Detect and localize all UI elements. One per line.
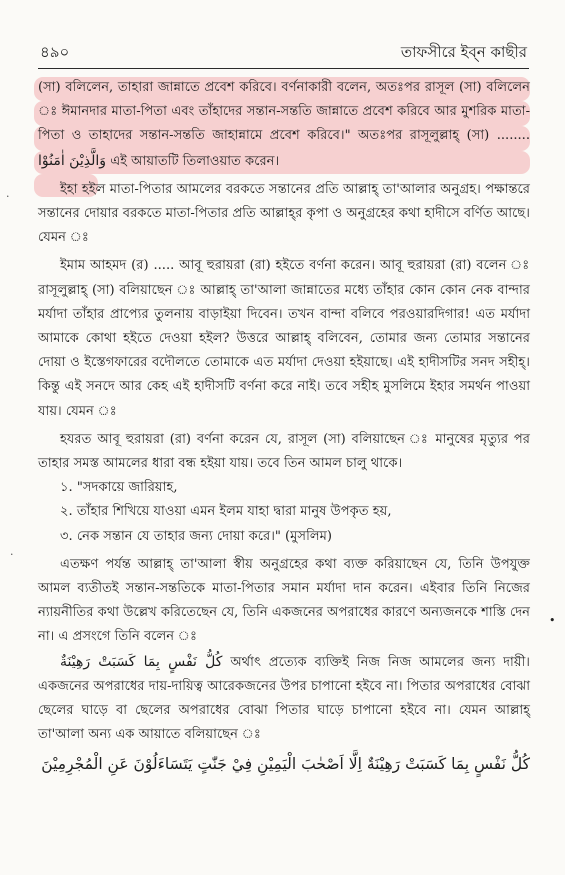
page-body (38, 76, 530, 777)
page-number: ৪৯০ (40, 43, 70, 61)
list-item: ২. তাঁহার শিখিয়ে যাওয়া এমন ইলম যাহা দ্বারা মানুষ উপকৃত হয়, (60, 504, 392, 520)
header-rule (38, 68, 529, 69)
paragraph: এতক্ষণ পর্যন্ত আল্লাহ্ তা'আলা স্বীয় অনুগ্রহের কথা ব্যক্ত করিয়াছেন যে, তিনি উপযুক্ত আমল ব্যতীতই সন্তান-সন্ততিকে মাতা-পিতার সমান মর্যাদা দান করেন। এইবার তিনি নিজের ন্যায়নীতির কথা উল্লেখ করিতেছেন যে, তিনি একজনের অপরাধের কারণে অন্যজনকে শাস্তি দেন না। এ প্রসংগে তিনি বলেন ঃ (38, 556, 530, 645)
page-header (40, 38, 527, 66)
list-item: ১. "সদকায়ে জারিয়াহ, (60, 480, 178, 496)
paragraph-text: অর্থাৎ প্রত্যেক ব্যক্তিই নিজ নিজ আমলের জন্য দায়ী। একজনের অপরাধের দায়-দায়িত্ব আরেকজনের উপর চাপানো হইবে না। পিতার অপরাধের বোঝা ছেলের ঘাড়ে বা ছেলের অপরাধের বোঝা পিতার ঘাড়ে চাপানো হইবে না। যেমন আল্লাহ্ তা'আলা অন্য এক আয়াতে বলিয়াছেন ঃ (38, 654, 530, 743)
book-title: তাফসীরে ইব্‌ন কাছীর (400, 43, 527, 61)
margin-mark: • (549, 614, 556, 627)
margin-mark: · (10, 548, 14, 561)
paragraph: ইহা হইল মাতা-পিতার আমলের বরকতে সন্তানের প্রতি আল্লাহ্ তা'আলার অনুগ্রহ। পক্ষান্তরে সন্তানের দোয়ার বরকতে মাতা-পিতার প্রতি আল্লাহ্‌র কৃপা ও অনুগ্রহের কথা হাদীসে বর্ণিত আছে। যেমন ঃ (38, 181, 530, 246)
quran-verse: كُلُّ نَفْسٍ بِمَا كَسَبَتْ رَهِيْنَةٌ اِلَّا اَصْحٰبَ الْيَمِيْنِ فِيْ جَنّٰتٍ يَتَسَاءَلُوْنَ عَنِ الْمُجْرِمِيْنَ (41, 755, 530, 774)
arabic-phrase: كُلُّ نَفْسٍ بِمَا كَسَبَتْ رَهِيْنَةٌ (60, 653, 223, 670)
margin-mark: · (6, 190, 10, 203)
paragraph-highlighted (38, 76, 530, 174)
arabic-phrase: وَالَّذِيْنَ اٰمَنُوْا (38, 152, 107, 169)
paragraph-text: এই আয়াতটি তিলাওয়াত করেন। (110, 153, 280, 169)
list-item: ৩. নেক সন্তান যে তাহার জন্য দোয়া করে।" (মুসলিম) (60, 528, 332, 544)
paragraph: ইমাম আহমদ (র) ..... আবূ হুরায়রা (রা) হইতে বর্ণনা করেন। আবূ হুরায়রা (রা) বলেন ঃ রাসূলুল্লাহ্ (সা) বলিয়াছেন ঃ আল্লাহ্ তা'আলা জান্নাতের মধ্যে তাঁহার কোন কোন নেক বান্দার মর্যাদা তাঁহার প্রাপ্যের তুলনায় বাড়াইয়া দিবেন। তখন বান্দা বলিবে পরওয়ারদিগার! এত মর্যাদা আমাকে কোথা হইতে দেওয়া হইল? উত্তরে আল্লাহ্ বলিবেন, তোমার জন্য তোমার সন্তানের দোয়া ও ইস্তেগফারের বদৌলতে তোমাকে এত মর্যাদা দেওয়া হইয়াছে। এই হাদীসটির সনদ সহীহ্। কিন্তু এই সনদে আর কেহ এই হাদীসটি বর্ণনা করে নাই। তবে সহীহ মুসলিমে ইহার সমর্থন পাওয়া যায়। যেমন ঃ (38, 258, 530, 419)
paragraph-text: (সা) বলিলেন, তাহারা জান্নাতে প্রবেশ করিবে। বর্ণনাকারী বলেন, অতঃপর রাসূল (সা) বলিলেন ঃ ঈমানদার মাতা-পিতা এবং তাঁহাদের সন্তান-সন্ততি জান্নাতে প্রবেশ করিবে আর মুশরিক মাতা-পিতা ও তাহাদের সন্তান-সন্ততি জাহান্নামে প্রবেশ করিবে।" অতঃপর রাসূলুল্লাহ্ (সা) ........ (38, 80, 530, 144)
paragraph: হযরত আবূ হুরায়রা (রা) বর্ণনা করেন যে, রাসূল (সা) বলিয়াছেন ঃ মানুষের মৃত্যুর পর তাহার সমস্ত আমলের ধারা বন্ধ হইয়া যায়। তবে তিন আমল চালু থাকে। (38, 431, 530, 472)
paragraph (38, 650, 530, 748)
